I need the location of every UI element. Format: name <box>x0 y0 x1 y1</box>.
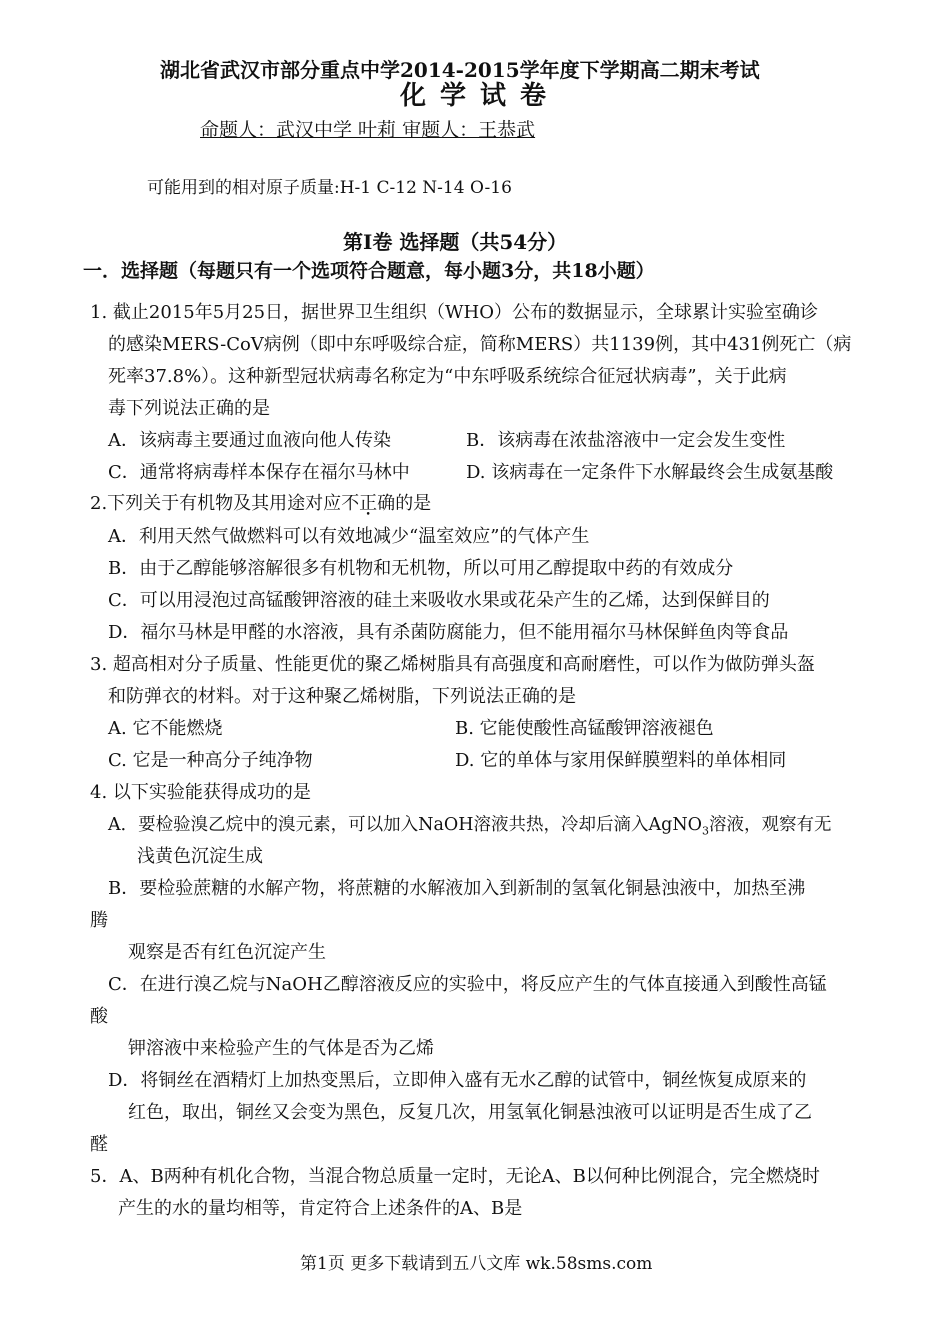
q4-option-d-line1: D．将铜丝在酒精灯上加热变黑后，立即伸入盛有无水乙醇的试管中，铜丝恢复成原来的 <box>108 1070 807 1091</box>
q3-stem-line: 3. 超高相对分子质量、性能更优的聚乙烯树脂具有高强度和高耐磨性，可以作为做防弹头盔 <box>90 654 815 675</box>
q2-option-c: C．可以用浸泡过高锰酸钾溶液的硅土来吸收水果或花朵产生的乙烯，达到保鲜目的 <box>108 590 770 611</box>
q4-option-a-pre: A．要检验溴乙烷中的溴元素，可以加入NaOH溶液共热，冷却后滴入AgNO <box>108 815 702 835</box>
q1-option-b: B．该病毒在浓盐溶液中一定会发生变性 <box>466 430 786 451</box>
q4-stem: 4. 以下实验能获得成功的是 <box>90 782 311 803</box>
q4-option-b-line3: 观察是否有红色沉淀产生 <box>128 942 326 963</box>
section-heading: 一．选择题（每题只有一个选项符合题意，每小题3分，共18小题） <box>83 260 655 282</box>
page-footer: 第1页 更多下载请到五八文库 wk.58sms.com <box>300 1254 653 1274</box>
q3-option-a: A. 它不能燃烧 <box>108 718 223 739</box>
q1-option-d: D. 该病毒在一定条件下水解最终会生成氨基酸 <box>466 462 834 483</box>
exam-school-title: 湖北省武汉市部分重点中学2014-2015学年度下学期高二期末考试 <box>160 58 760 82</box>
q1-stem-line: 的感染MERS-CoV病例（即中东呼吸综合症，简称MERS）共1139例，其中431例死亡（病 <box>108 334 852 355</box>
q2-stem-pre: 2.下列关于有机物及其用途对应 <box>90 493 342 514</box>
q5-stem-line2: 产生的水的量均相等，肯定符合上述条件的A、B是 <box>118 1198 523 1219</box>
q2-option-d: D．福尔马林是甲醛的水溶液，具有杀菌防腐能力，但不能用福尔马林保鲜鱼肉等食品 <box>108 622 789 643</box>
part-heading: 第Ⅰ卷 选择题（共54分） <box>343 230 568 254</box>
q1-option-c: C．通常将病毒样本保存在福尔马林中 <box>108 462 410 483</box>
q1-stem-line: 死率37.8%）。这种新型冠状病毒名称定为“中东呼吸系统综合征冠状病毒”，关于此病 <box>108 366 787 387</box>
q3-stem-line: 和防弹衣的材料。对于这种聚乙烯树脂，下列说法正确的是 <box>108 686 576 707</box>
q4-option-c-line2: 酸 <box>90 1006 108 1027</box>
q5-stem-line1: 5．A、B两种有机化合物，当混合物总质量一定时，无论A、B以何种比例混合，完全燃烧时 <box>90 1166 820 1187</box>
authors-line: 命题人：武汉中学 叶莉 审题人：王恭武 <box>200 119 536 141</box>
q4-option-b-line2: 腾 <box>90 910 108 931</box>
q2-stem-post: 的是 <box>395 493 432 514</box>
q3-option-b: B. 它能使酸性高锰酸钾溶液褪色 <box>455 718 714 739</box>
q4-option-a-post: 溶液，观察有无 <box>709 815 832 835</box>
q4-option-d-line3: 醛 <box>90 1134 108 1155</box>
subject-title: 化学试卷 <box>400 81 561 111</box>
q2-stem <box>90 492 431 516</box>
q3-option-d: D. 它的单体与家用保鲜膜塑料的单体相同 <box>455 750 787 771</box>
q4-option-d-line2: 红色，取出，铜丝又会变为黑色，反复几次，用氢氧化铜悬浊液可以证明是否生成了乙 <box>128 1102 812 1123</box>
q4-option-a-line2: 浅黄色沉淀生成 <box>137 846 263 867</box>
q4-option-b-line1: B．要检验蔗糖的水解产物，将蔗糖的水解液加入到新制的氢氧化铜悬浊液中，加热至沸 <box>108 878 806 899</box>
q4-option-a-line1 <box>108 813 832 844</box>
q2-stem-emphasis: 不正确 <box>341 493 396 514</box>
q1-stem-line: 毒下列说法正确的是 <box>108 398 270 419</box>
q4-option-c-line1: C．在进行溴乙烷与NaOH乙醇溶液反应的实验中，将反应产生的气体直接通入到酸性高锰 <box>108 974 827 995</box>
q4-option-a-subscript: 3 <box>702 824 709 838</box>
q1-stem-line: 1. 截止2015年5月25日，据世界卫生组织（WHO）公布的数据显示，全球累计实验室确诊 <box>90 302 819 323</box>
q2-option-b: B．由于乙醇能够溶解很多有机物和无机物，所以可用乙醇提取中药的有效成分 <box>108 558 734 579</box>
q2-option-a: A．利用天然气做燃料可以有效地减少“温室效应”的气体产生 <box>108 526 590 547</box>
atomic-mass-note: 可能用到的相对原子质量:H-1 C-12 N-14 O-16 <box>147 178 512 198</box>
q1-option-a: A．该病毒主要通过血液向他人传染 <box>108 430 391 451</box>
q3-option-c: C. 它是一种高分子纯净物 <box>108 750 313 771</box>
q4-option-c-line3: 钾溶液中来检验产生的气体是否为乙烯 <box>128 1038 434 1059</box>
